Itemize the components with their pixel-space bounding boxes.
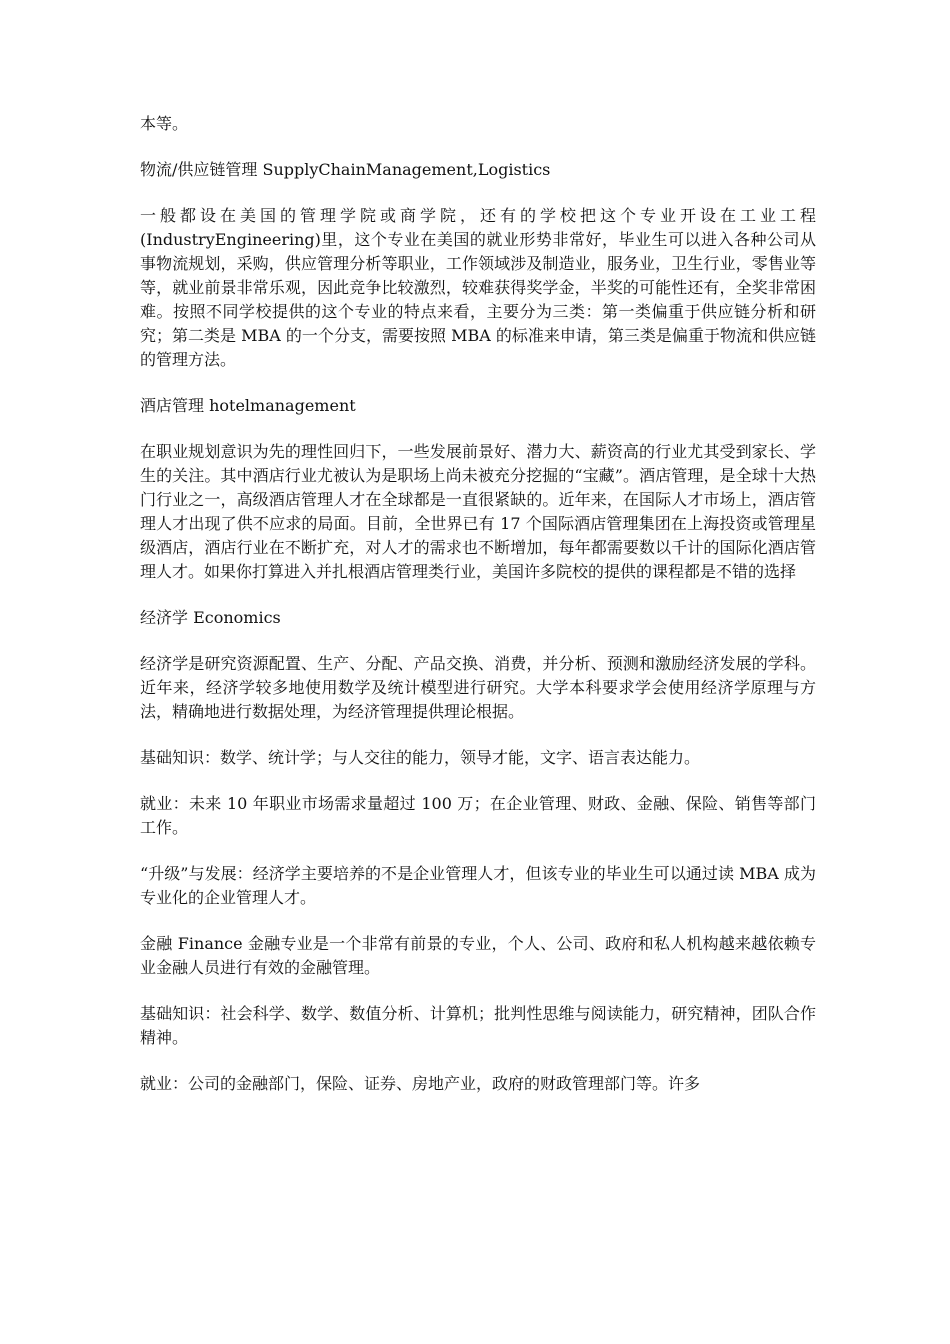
- section-heading-hotel-management: 酒店管理 hotelmanagement: [140, 396, 356, 415]
- document-page: [140, 112, 816, 1118]
- paragraph-finance-employment: 就业：公司的金融部门，保险、证券、房地产业，政府的财政管理部门等。许多: [140, 1074, 701, 1093]
- paragraph-finance-basics: 基础知识：社会科学、数学、数值分析、计算机；批判性思维与阅读能力，研究精神，团队合作精神。: [140, 1004, 816, 1047]
- paragraph-economics-upgrade: “升级”与发展：经济学主要培养的不是企业管理人才，但该专业的毕业生可以通过读 MBA 成为专业化的企业管理人才。: [140, 864, 816, 907]
- paragraph-economics-basics: 基础知识：数学、统计学；与人交往的能力，领导才能，文字、语言表达能力。: [140, 748, 701, 767]
- section-heading-logistics: 物流/供应链管理 SupplyChainManagement,Logistics: [140, 160, 551, 179]
- paragraph-finance: 金融 Finance 金融专业是一个非常有前景的专业，个人、公司、政府和私人机构越来越依赖专业金融人员进行有效的金融管理。: [140, 934, 816, 977]
- section-heading-economics: 经济学 Economics: [140, 608, 281, 627]
- paragraph-economics-employment: 就业：未来 10 年职业市场需求量超过 100 万；在企业管理、财政、金融、保险、销售等部门工作。: [140, 794, 816, 837]
- paragraph-logistics: 一般都设在美国的管理学院或商学院，还有的学校把这个专业开设在工业工程(IndustryEngineering)里，这个专业在美国的就业形势非常好，毕业生可以进入各种公司从事物流规划，采购，供应管理分析等职业，工作领域涉及制造业，服务业，卫生行业，零售业等等，就业前景非常乐观，因此竞争比较激烈，较难获得奖学金，半奖的可能性还有，全奖非常困难。按照不同学校提供的这个专业的特点来看，主要分为三类：第一类偏重于供应链分析和研究；第二类是 MBA 的一个分支，需要按照 MBA 的标准来申请，第三类是偏重于物流和供应链的管理方法。: [140, 206, 816, 369]
- paragraph-economics: 经济学是研究资源配置、生产、分配、产品交换、消费，并分析、预测和激励经济发展的学科。近年来，经济学较多地使用数学及统计模型进行研究。大学本科要求学会使用经济学原理与方法，精确地进行数据处理，为经济管理提供理论根据。: [140, 654, 816, 721]
- paragraph-hotel-management: 在职业规划意识为先的理性回归下，一些发展前景好、潜力大、薪资高的行业尤其受到家长、学生的关注。其中酒店行业尤被认为是职场上尚未被充分挖掘的“宝藏”。酒店管理，是全球十大热门行业之一，高级酒店管理人才在全球都是一直很紧缺的。近年来，在国际人才市场上，酒店管理人才出现了供不应求的局面。目前，全世界已有 17 个国际酒店管理集团在上海投资或管理星级酒店，酒店行业在不断扩充，对人才的需求也不断增加，每年都需要数以千计的国际化酒店管理人才。如果你打算进入并扎根酒店管理类行业，美国许多院校的提供的课程都是不错的选择: [140, 442, 816, 581]
- paragraph-continuation: 本等。: [140, 114, 189, 133]
